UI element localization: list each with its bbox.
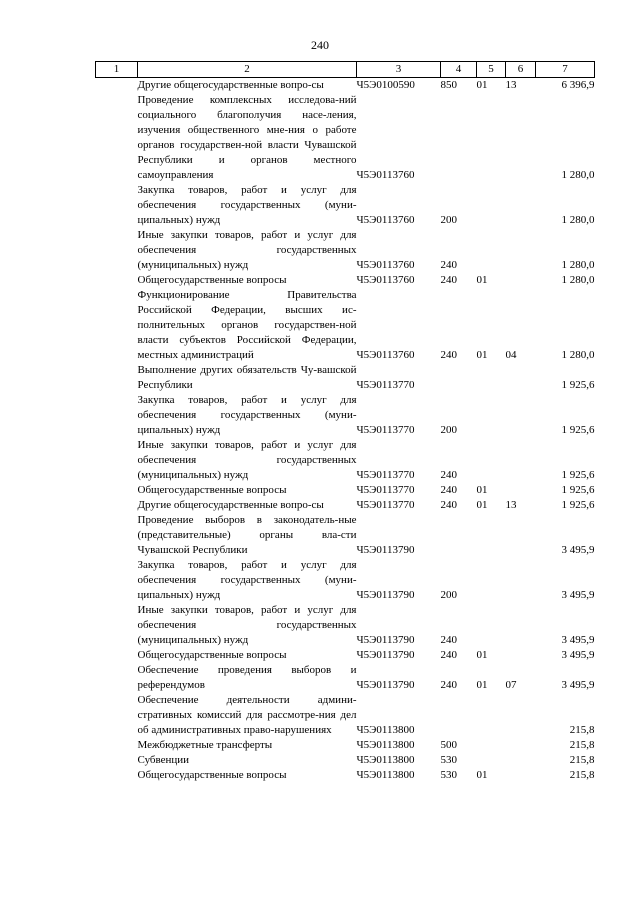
row-subsection: [506, 363, 536, 393]
table-row: [96, 273, 595, 288]
col-header-6: 6: [506, 62, 536, 78]
table-row: [96, 483, 595, 498]
row-target-code: Ч5Э0113770: [356, 424, 415, 436]
row-col-1: [96, 273, 138, 288]
col-header-5: 5: [477, 62, 506, 78]
table-row: [96, 93, 595, 183]
table-body: [96, 78, 595, 784]
row-section: 01: [476, 79, 488, 91]
row-subsection: [506, 483, 536, 498]
row-target-code: Ч5Э0113770: [356, 499, 415, 511]
table-row: [96, 228, 595, 273]
row-col-1: [96, 648, 138, 663]
row-amount: 3 495,9: [561, 649, 595, 661]
row-name: Общегосударственные вопросы: [137, 484, 287, 496]
row-target-code: Ч5Э0113790: [356, 679, 415, 691]
row-subsection: [506, 753, 536, 768]
table-row: [96, 498, 595, 513]
row-col-1: [96, 738, 138, 753]
row-section: [477, 693, 506, 738]
row-expense-type: 200: [440, 424, 457, 436]
row-col-1: [96, 558, 138, 603]
row-section: 01: [476, 499, 488, 511]
row-target-code: Ч5Э0113790: [356, 634, 415, 646]
row-name: Проведение комплексных исследова-ний социального благополучия насе-ления, изучения общественного мне-ния о работе органов государствен-ной власти Чувашской Республики и органов местного самоуправления: [137, 94, 357, 181]
row-expense-type: 850: [440, 79, 457, 91]
row-col-1: [96, 363, 138, 393]
row-subsection: [506, 558, 536, 603]
row-target-code: Ч5Э0113760: [356, 214, 415, 226]
row-section: [477, 438, 506, 483]
row-section: [477, 228, 506, 273]
row-col-1: [96, 768, 138, 783]
table-row: [96, 288, 595, 363]
col-header-7: 7: [536, 62, 595, 78]
row-col-1: [96, 498, 138, 513]
row-name: Закупка товаров, работ и услуг для обеспечения государственных (муни-ципальных) нужд: [137, 184, 357, 226]
row-name: Обеспечение деятельности админи-стративных комиссий для рассмотре-ния дел об административных право-нарушениях: [137, 694, 357, 736]
table-row: [96, 693, 595, 738]
row-expense-type: [441, 513, 477, 558]
row-name: Функционирование Правительства Российской Федерации, высших ис-полнительных органов государствен-ной власти субъектов Российской Федерации, местных администраций: [137, 289, 357, 361]
table-row: [96, 558, 595, 603]
row-col-1: [96, 183, 138, 228]
row-target-code: Ч5Э0113770: [356, 469, 415, 481]
row-section: [477, 603, 506, 648]
page-number: 240: [311, 38, 329, 52]
row-subsection: [506, 228, 536, 273]
row-name: Иные закупки товаров, работ и услуг для обеспечения государственных (муниципальных) нужд: [137, 604, 357, 646]
row-target-code: Ч5Э0113760: [356, 259, 415, 271]
row-amount: 1 925,6: [561, 499, 595, 511]
row-expense-type: 240: [440, 259, 457, 271]
row-col-1: [96, 483, 138, 498]
row-amount: 1 280,0: [561, 274, 595, 286]
row-target-code: Ч5Э0113760: [356, 349, 415, 361]
row-section: [477, 93, 506, 183]
row-target-code: Ч5Э0113770: [356, 484, 415, 496]
row-name: Иные закупки товаров, работ и услуг для обеспечения государственных (муниципальных) нужд: [137, 229, 357, 271]
row-subsection: [506, 393, 536, 438]
row-subsection: [506, 738, 536, 753]
budget-table: [95, 61, 595, 783]
row-section: [477, 753, 506, 768]
row-name: Закупка товаров, работ и услуг для обеспечения государственных (муни-ципальных) нужд: [137, 394, 357, 436]
row-col-1: [96, 753, 138, 768]
row-amount: 1 280,0: [561, 214, 595, 226]
row-expense-type: 200: [440, 589, 457, 601]
header-row: [96, 62, 595, 78]
row-name: Субвенции: [137, 754, 190, 766]
row-expense-type: 240: [440, 484, 457, 496]
row-target-code: Ч5Э0113800: [356, 754, 415, 766]
table-row: [96, 183, 595, 228]
row-col-1: [96, 693, 138, 738]
row-section: 01: [476, 649, 488, 661]
row-expense-type: 240: [440, 679, 457, 691]
row-expense-type: 240: [440, 649, 457, 661]
row-name: Общегосударственные вопросы: [137, 649, 287, 661]
row-subsection: [506, 648, 536, 663]
row-amount: 3 495,9: [561, 679, 595, 691]
table-row: [96, 768, 595, 783]
table-row: [96, 78, 595, 94]
row-expense-type: 240: [440, 634, 457, 646]
row-col-1: [96, 438, 138, 483]
row-expense-type: 500: [440, 739, 457, 751]
row-amount: 215,8: [569, 739, 595, 751]
row-subsection: 04: [505, 349, 517, 361]
row-subsection: [506, 438, 536, 483]
row-expense-type: [441, 363, 477, 393]
row-name: Иные закупки товаров, работ и услуг для обеспечения государственных (муниципальных) нужд: [137, 439, 357, 481]
row-section: [477, 738, 506, 753]
row-name: Закупка товаров, работ и услуг для обеспечения государственных (муни-ципальных) нужд: [137, 559, 357, 601]
row-amount: 6 396,9: [561, 79, 595, 91]
row-section: [477, 393, 506, 438]
table-row: [96, 513, 595, 558]
row-amount: 1 280,0: [561, 259, 595, 271]
row-target-code: Ч5Э0113790: [356, 544, 415, 556]
row-col-1: [96, 288, 138, 363]
row-name: Выполнение других обязательств Чу-вашской Республики: [137, 364, 357, 391]
row-amount: 1 925,6: [561, 469, 595, 481]
row-subsection: [506, 273, 536, 288]
table-row: [96, 738, 595, 753]
row-subsection: 13: [505, 499, 517, 511]
row-name: Обеспечение проведения выборов и референдумов: [137, 664, 357, 691]
row-target-code: Ч5Э0113760: [356, 169, 415, 181]
row-amount: 1 280,0: [561, 349, 595, 361]
row-col-1: [96, 93, 138, 183]
row-col-1: [96, 393, 138, 438]
row-name: Другие общегосударственные вопро-сы: [137, 79, 324, 91]
row-subsection: 07: [505, 679, 517, 691]
table-row: [96, 648, 595, 663]
row-section: 01: [476, 769, 488, 781]
row-expense-type: 240: [440, 469, 457, 481]
row-target-code: Ч5Э0113800: [356, 724, 415, 736]
row-col-1: [96, 78, 138, 94]
row-expense-type: 530: [440, 754, 457, 766]
row-amount: 3 495,9: [561, 544, 595, 556]
row-subsection: [506, 183, 536, 228]
row-section: 01: [476, 679, 488, 691]
row-subsection: [506, 768, 536, 783]
row-name: Другие общегосударственные вопро-сы: [137, 499, 324, 511]
row-expense-type: 240: [440, 274, 457, 286]
row-amount: 215,8: [569, 724, 595, 736]
row-amount: 215,8: [569, 754, 595, 766]
row-section: 01: [476, 484, 488, 496]
col-header-3: 3: [357, 62, 441, 78]
row-col-1: [96, 663, 138, 693]
row-col-1: [96, 513, 138, 558]
row-subsection: [506, 603, 536, 648]
row-target-code: Ч5Э0113770: [356, 379, 415, 391]
row-section: [477, 183, 506, 228]
row-amount: 1 925,6: [561, 379, 595, 391]
col-header-2: 2: [138, 62, 357, 78]
row-name: Межбюджетные трансферты: [137, 739, 273, 751]
row-name: Общегосударственные вопросы: [137, 274, 287, 286]
row-amount: 3 495,9: [561, 634, 595, 646]
table-row: [96, 363, 595, 393]
row-section: [477, 513, 506, 558]
row-col-1: [96, 603, 138, 648]
row-expense-type: 530: [440, 769, 457, 781]
row-expense-type: [441, 93, 477, 183]
row-subsection: [506, 513, 536, 558]
row-target-code: Ч5Э0113790: [356, 589, 415, 601]
row-amount: 215,8: [569, 769, 595, 781]
row-target-code: Ч5Э0113760: [356, 274, 415, 286]
row-name: Проведение выборов в законодатель-ные (представительные) органы вла-сти Чувашской Республики: [137, 514, 357, 556]
row-expense-type: 240: [440, 349, 457, 361]
row-col-1: [96, 228, 138, 273]
table-row: [96, 438, 595, 483]
row-amount: 3 495,9: [561, 589, 595, 601]
col-header-1: 1: [96, 62, 138, 78]
row-amount: 1 925,6: [561, 424, 595, 436]
table-row: [96, 663, 595, 693]
row-expense-type: 200: [440, 214, 457, 226]
table-row: [96, 393, 595, 438]
row-subsection: 13: [505, 79, 517, 91]
row-section: 01: [476, 274, 488, 286]
table-row: [96, 753, 595, 768]
row-target-code: Ч5Э0100590: [356, 79, 415, 91]
row-subsection: [506, 693, 536, 738]
row-section: [477, 558, 506, 603]
row-section: 01: [476, 349, 488, 361]
row-amount: 1 280,0: [561, 169, 595, 181]
row-target-code: Ч5Э0113790: [356, 649, 415, 661]
col-header-4: 4: [441, 62, 477, 78]
table-row: [96, 603, 595, 648]
row-name: Общегосударственные вопросы: [137, 769, 287, 781]
row-amount: 1 925,6: [561, 484, 595, 496]
row-target-code: Ч5Э0113800: [356, 739, 415, 751]
row-target-code: Ч5Э0113800: [356, 769, 415, 781]
row-expense-type: [441, 693, 477, 738]
row-section: [477, 363, 506, 393]
row-subsection: [506, 93, 536, 183]
row-expense-type: 240: [440, 499, 457, 511]
